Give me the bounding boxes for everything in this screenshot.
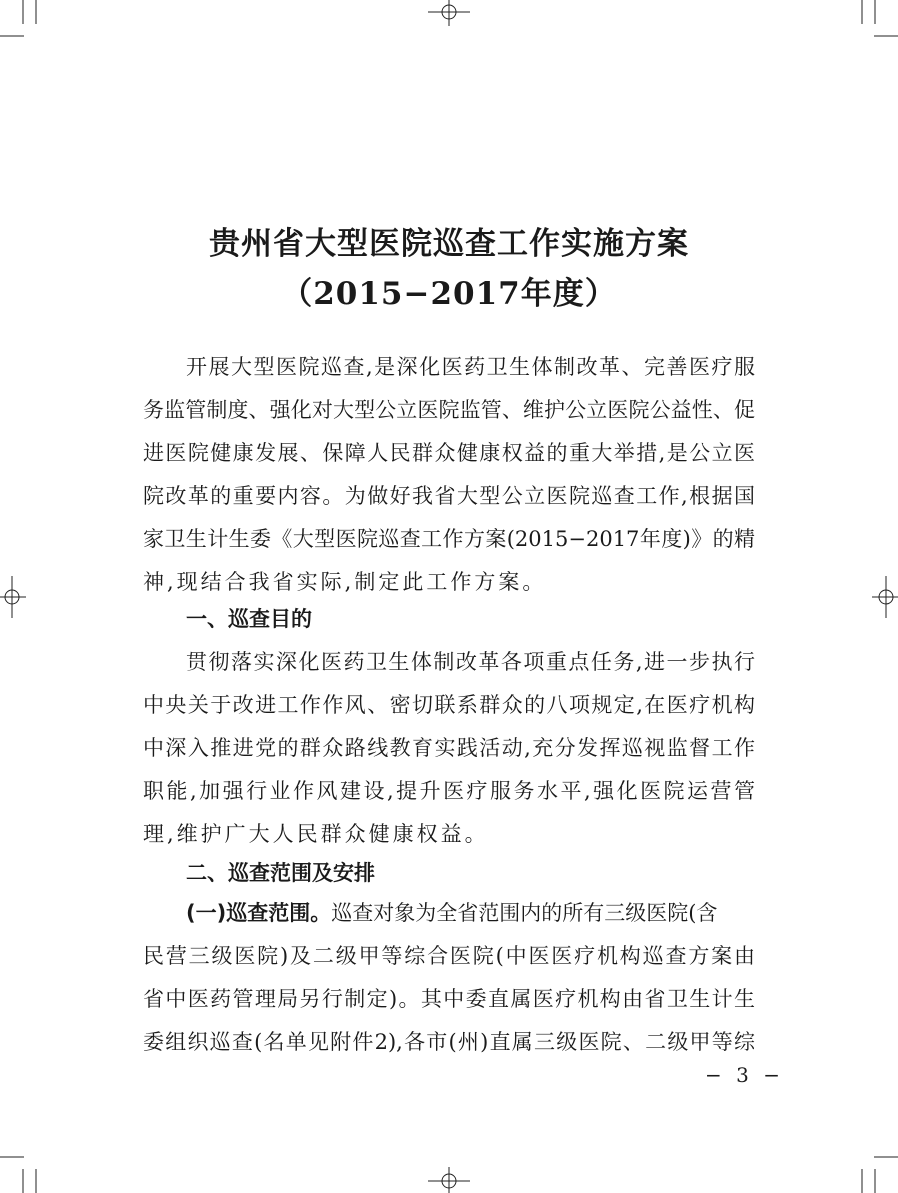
intro-line: 务监管制度、强化对大型公立医院监管、维护公立医院公益性、促	[143, 398, 755, 422]
section-heading-scope: 二、巡查范围及安排	[186, 861, 375, 885]
section-heading-purpose: 一、巡查目的	[186, 607, 312, 631]
section2-first-line-text: 巡查对象为全省范围内的所有三级医院(含	[331, 901, 718, 925]
registration-target-bottom	[428, 1167, 470, 1193]
section1-line: 理,维护广大人民群众健康权益。	[143, 822, 489, 846]
document-title: 贵州省大型医院巡查工作实施方案	[209, 226, 689, 262]
section1-line: 中央关于改进工作作风、密切联系群众的八项规定,在医疗机构	[143, 693, 755, 717]
intro-line: 神,现结合我省实际,制定此工作方案。	[143, 570, 547, 594]
registration-target-left	[0, 576, 26, 618]
intro-line: 家卫生计生委《大型医院巡查工作方案(2015−2017年度)》的精	[143, 527, 755, 551]
registration-target-right	[872, 576, 898, 618]
section2-line: 民营三级医院)及二级甲等综合医院(中医医疗机构巡查方案由	[143, 944, 755, 968]
intro-line: 开展大型医院巡查,是深化医药卫生体制改革、完善医疗服	[186, 355, 755, 379]
section2-line: 委组织巡查(名单见附件2),各市(州)直属三级医院、二级甲等综	[143, 1030, 755, 1054]
section2-line: 省中医药管理局另行制定)。其中委直属医疗机构由省卫生计生	[143, 987, 755, 1011]
intro-line: 院改革的重要内容。为做好我省大型公立医院巡查工作,根据国	[143, 484, 755, 508]
intro-line: 进医院健康发展、保障人民群众健康权益的重大举措,是公立医	[143, 441, 755, 465]
document-subtitle: （2015−2017年度）	[281, 276, 617, 312]
section2-first-line	[186, 896, 755, 930]
subsection-label: (一)巡查范围。	[186, 901, 332, 925]
section1-line: 职能,加强行业作风建设,提升医疗服务水平,强化医院运营管	[143, 779, 755, 803]
page-number: − 3 −	[705, 1063, 784, 1087]
section1-line: 贯彻落实深化医药卫生体制改革各项重点任务,进一步执行	[186, 650, 755, 674]
section1-line: 中深入推进党的群众路线教育实践活动,充分发挥巡视监督工作	[143, 736, 755, 760]
registration-target-top	[428, 0, 470, 26]
